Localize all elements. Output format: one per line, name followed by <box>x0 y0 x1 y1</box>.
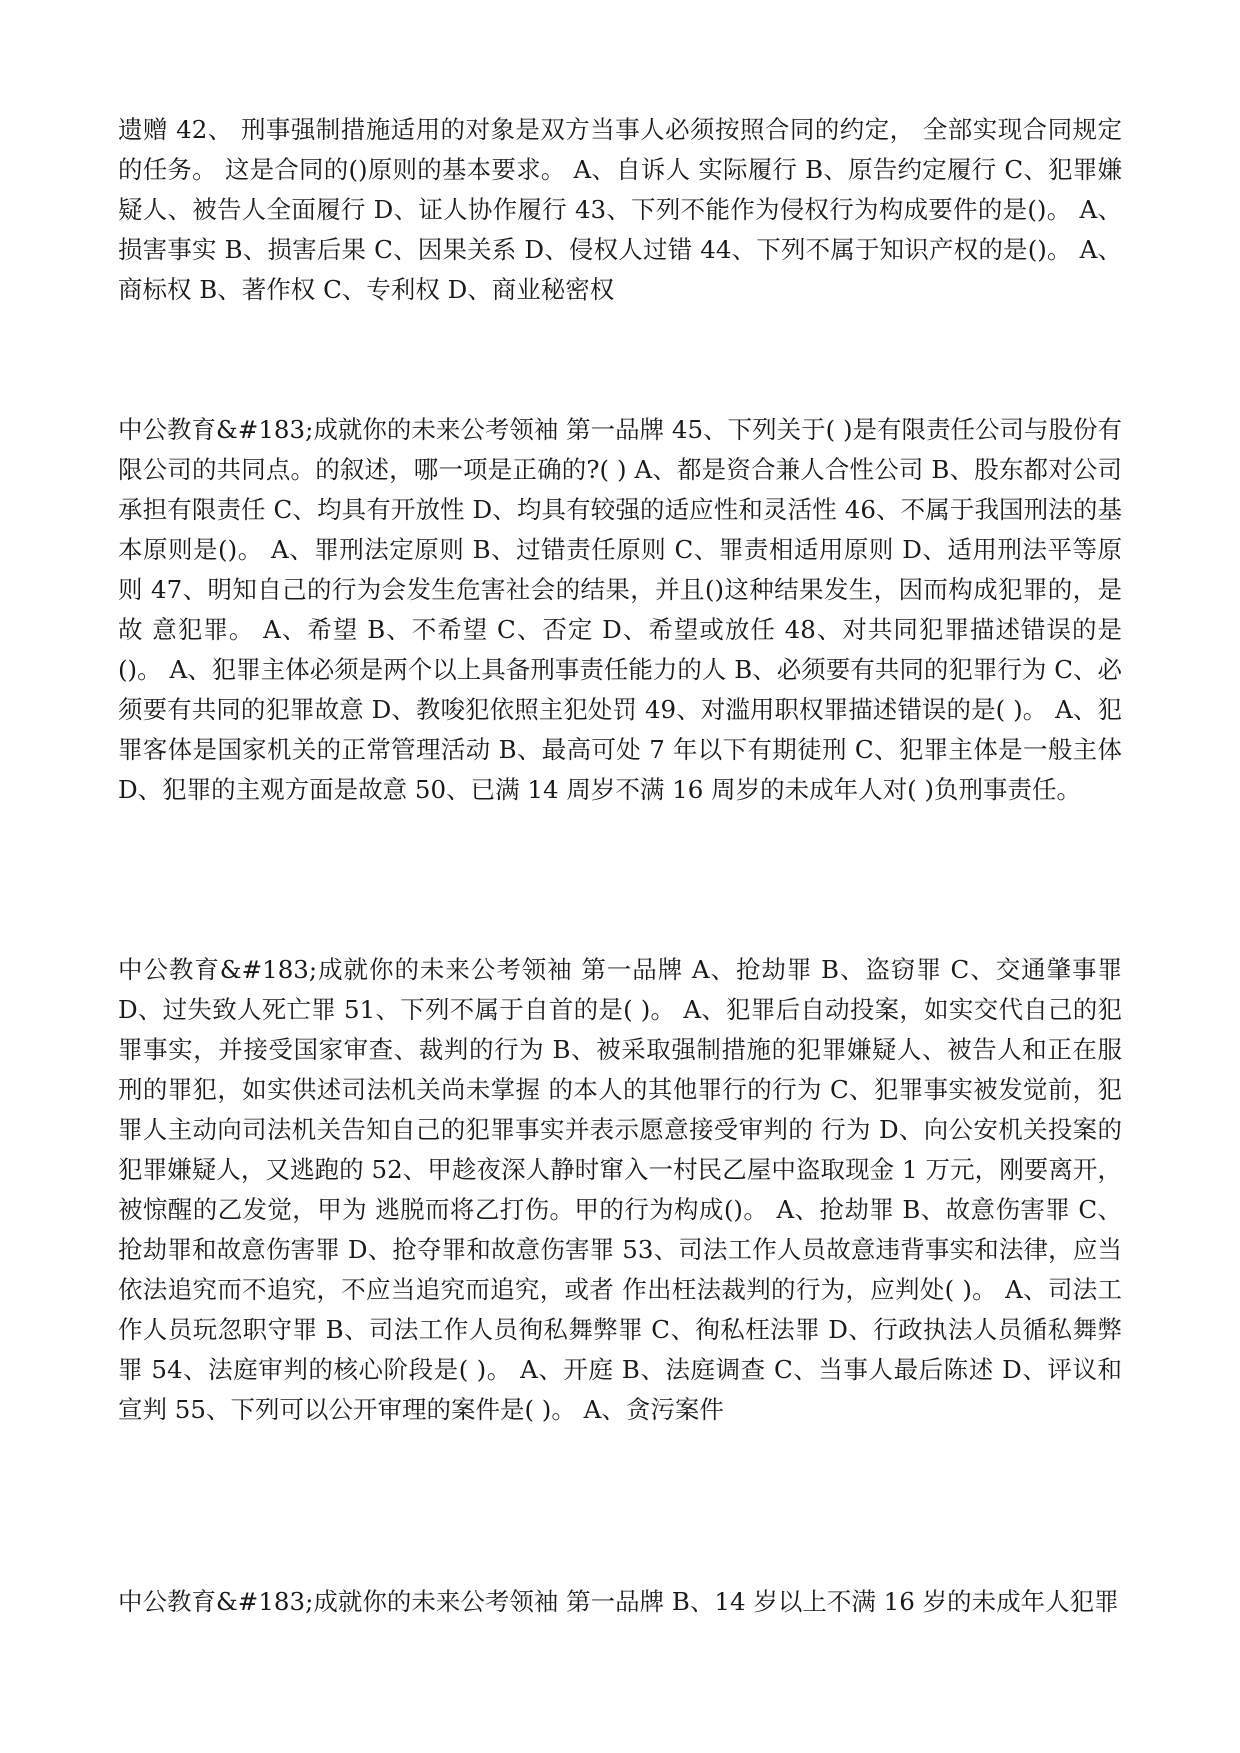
paragraph-1: 遗赠 42、 刑事强制措施适用的对象是双方当事人必须按照合同的约定， 全部实现合同规定的任务。 这是合同的()原则的基本要求。 A、自诉人 实际履行 B、原告约定履行 C、犯罪嫌疑人、被告人全面履行 D、证人协作履行 43、下列不能作为侵权行为构成要件的是()。 A、损害事实 B、损害后果 C、因果关系 D、侵权人过错 44、下列不属于知识产权的是()。 A、商标权 B、著作权 C、专利权 D、商业秘密权 <box>118 115 1122 304</box>
paragraph-3: 中公教育&#183;成就你的未来公考领袖 第一品牌 A、抢劫罪 B、盗窃罪 C、交通肇事罪 D、过失致人死亡罪 51、下列不属于自首的是( )。 A、犯罪后自动投案，如实交代自己的犯罪事实，并接受国家审查、裁判的行为 B、被采取强制措施的犯罪嫌疑人、被告人和正在服刑的罪犯，如实供述司法机关尚未掌握 的本人的其他罪行的行为 C、犯罪事实被发觉前，犯罪人主动向司法机关告知自己的犯罪事实并表示愿意接受审判的 行为 D、向公安机关投案的犯罪嫌疑人，又逃跑的 52、甲趁夜深人静时窜入一村民乙屋中盗取现金 1 万元，刚要离开，被惊醒的乙发觉，甲为 逃脱而将乙打伤。甲的行为构成()。 A、抢劫罪 B、故意伤害罪 C、抢劫罪和故意伤害罪 D、抢夺罪和故意伤害罪 53、司法工作人员故意违背事实和法律，应当依法追究而不追究，不应当追究而追究，或者 作出枉法裁判的行为，应判处( )。 A、司法工作人员玩忽职守罪 B、司法工作人员徇私舞弊罪 C、徇私枉法罪 D、行政执法人员循私舞弊罪 54、法庭审判的核心阶段是( )。 A、开庭 B、法庭调查 C、当事人最后陈述 D、评议和宣判 55、下列可以公开审理的案件是( )。 A、贪污案件 <box>118 955 1122 1424</box>
paragraph-4: 中公教育&#183;成就你的未来公考领袖 第一品牌 B、14 岁以上不满 16 岁的未成年人犯罪 <box>118 1587 1119 1616</box>
paragraph-2: 中公教育&#183;成就你的未来公考领袖 第一品牌 45、下列关于( )是有限责任公司与股份有限公司的共同点。的叙述，哪一项是正确的?( ) A、都是资合兼人合性公司 B、股东都对公司承担有限责任 C、均具有开放性 D、均具有较强的适应性和灵活性 46、不属于我国刑法的基本原则是()。 A、罪刑法定原则 B、过错责任原则 C、罪责相适用原则 D、适用刑法平等原则 47、明知自己的行为会发生危害社会的结果，并且()这种结果发生，因而构成犯罪的，是故 意犯罪。 A、希望 B、不希望 C、否定 D、希望或放任 48、对共同犯罪描述错误的是()。 A、犯罪主体必须是两个以上具备刑事责任能力的人 B、必须要有共同的犯罪行为 C、必须要有共同的犯罪故意 D、教唆犯依照主犯处罚 49、对滥用职权罪描述错误的是( )。 A、犯罪客体是国家机关的正常管理活动 B、最高可处 7 年以下有期徒刑 C、犯罪主体是一般主体 D、犯罪的主观方面是故意 50、已满 14 周岁不满 16 周岁的未成年人对( )负刑事责任。 <box>118 415 1123 804</box>
